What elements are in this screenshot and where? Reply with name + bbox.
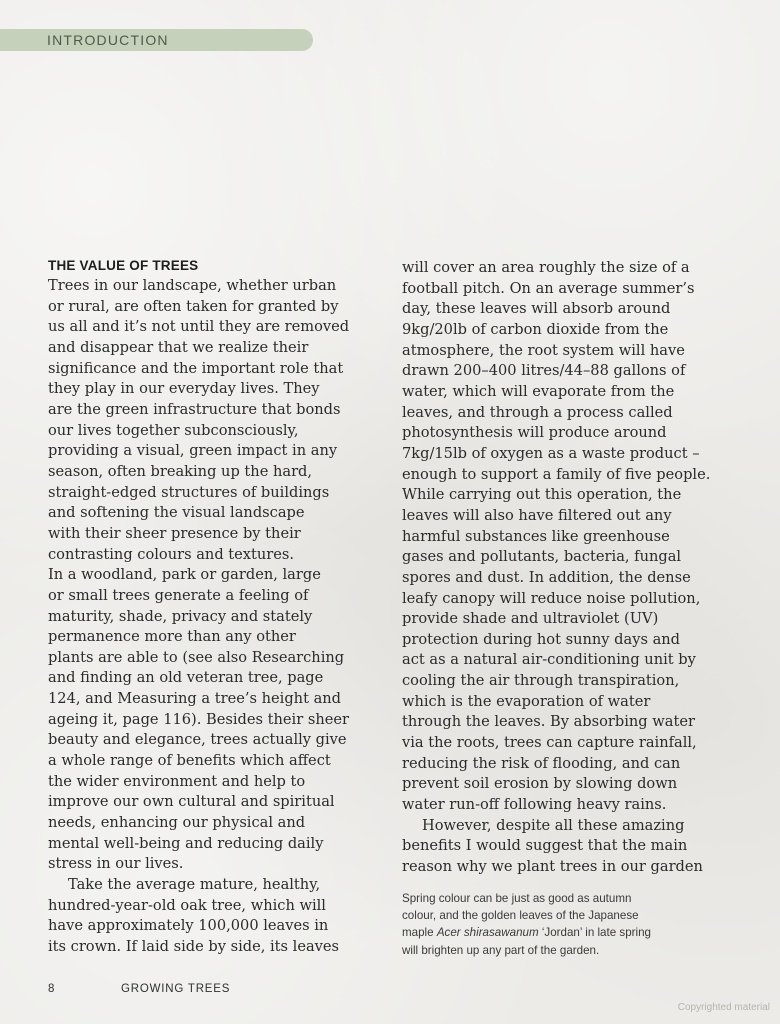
body-text-line: act as a natural air-conditioning unit by — [402, 651, 696, 669]
body-text-line: provide shade and ultraviolet (UV) — [402, 610, 659, 628]
caption-latin-name: Acer shirasawanum — [436, 926, 539, 940]
body-text-line: permanence more than any other — [48, 628, 296, 646]
section-label: INTRODUCTION — [47, 32, 169, 48]
running-title: GROWING TREES — [121, 983, 231, 995]
caption-line — [402, 924, 702, 941]
body-text-line: drawn 200–400 litres/44–88 gallons of — [402, 362, 686, 380]
body-text-line: protection during hot sunny days and — [402, 630, 681, 648]
body-text-line: improve our own cultural and spiritual — [48, 793, 335, 811]
body-text-line: reducing the risk of flooding, and can — [402, 754, 681, 772]
body-text-line: water run-off following heavy rains. — [402, 796, 667, 814]
body-text-line: reason why we plant trees in our garden — [402, 858, 703, 876]
body-text-line: straight-edged structures of buildings — [48, 483, 330, 501]
body-text-line: they play in our everyday lives. They — [48, 380, 320, 398]
body-text-line: its crown. If laid side by side, its leaves — [48, 938, 340, 955]
right-column — [402, 258, 711, 878]
body-text-line: In a woodland, park or garden, large — [48, 566, 321, 584]
body-text-line: leaves, and through a process called — [402, 403, 673, 421]
body-text-line: water, which will evaporate from the — [402, 382, 675, 400]
body-text-line: cooling the air through transpiration, — [402, 672, 680, 690]
body-text-line: day, these leaves will absorb around — [402, 300, 671, 318]
body-text-line: a whole range of benefits which affect — [48, 752, 331, 770]
caption-text: maple — [402, 926, 437, 940]
body-text-line: and softening the visual landscape — [48, 504, 305, 522]
body-text-line: hundred-year-old oak tree, which will — [48, 896, 326, 914]
body-text-line: with their sheer presence by their — [48, 524, 301, 542]
body-text-line: leaves will also have filtered out any — [402, 506, 672, 524]
body-text-line: Take the average mature, healthy, — [68, 876, 321, 894]
body-text-line: benefits I would suggest that the main — [402, 837, 688, 855]
body-text-line: plants are able to (see also Researching — [48, 648, 345, 666]
body-text-line: through the leaves. By absorbing water — [402, 713, 695, 731]
left-column — [48, 255, 350, 958]
body-text-line: enough to support a family of five people. — [402, 465, 711, 483]
body-text-line: atmosphere, the root system will have — [402, 341, 685, 359]
caption-line: colour, and the golden leaves of the Japanese — [402, 909, 639, 923]
body-text-line: 124, and Measuring a tree’s height and — [48, 690, 342, 708]
body-text-line: or small trees generate a feeling of — [48, 586, 309, 604]
left-column-text — [48, 276, 350, 958]
caption-text: ‘Jordan’ in late spring — [538, 926, 651, 940]
caption-line: Spring colour can be just as good as autumn — [402, 892, 632, 905]
body-text-line: and disappear that we realize their — [48, 338, 309, 356]
page-number: 8 — [48, 983, 56, 995]
right-column-text — [402, 258, 711, 878]
body-text-line: 7kg/15lb of oxygen as a waste product – — [402, 444, 700, 462]
body-text-line: 9kg/20lb of carbon dioxide from the — [402, 320, 669, 338]
body-text-line: harmful substances like greenhouse — [402, 527, 670, 545]
section-tab — [0, 29, 313, 51]
body-text-line: stress in our lives. — [48, 855, 184, 873]
body-text-line: needs, enhancing our physical and — [48, 814, 306, 832]
body-text-line: contrasting colours and textures. — [48, 545, 295, 563]
body-text-line: While carrying out this operation, the — [402, 486, 682, 504]
body-text-line: season, often breaking up the hard, — [48, 462, 313, 480]
body-text-line: spores and dust. In addition, the dense — [402, 568, 691, 586]
body-text-line: leafy canopy will reduce noise pollution, — [402, 589, 701, 607]
body-text-line: significance and the important role that — [48, 359, 344, 377]
copyright-watermark: Copyrighted material — [677, 1002, 770, 1013]
body-text-line: which is the evaporation of water — [402, 692, 651, 710]
body-text-line: maturity, shade, privacy and stately — [48, 607, 313, 625]
body-text-line: photosynthesis will produce around — [402, 424, 667, 442]
body-text-line: our lives together subconsciously, — [48, 421, 299, 439]
body-text-line: However, despite all these amazing — [422, 816, 685, 834]
body-text-line: the wider environment and help to — [48, 772, 306, 790]
body-text-line: us all and it’s not until they are removed — [48, 318, 350, 336]
body-text-line: beauty and elegance, trees actually give — [48, 731, 347, 749]
body-text-line: or rural, are often taken for granted by — [48, 297, 339, 315]
body-text-line: are the green infrastructure that bonds — [48, 400, 341, 418]
body-text-line: via the roots, trees can capture rainfall, — [402, 734, 697, 752]
body-text-line: Trees in our landscape, whether urban — [48, 277, 337, 294]
photo-caption — [402, 890, 702, 959]
body-text-line: football pitch. On an average summer’s — [402, 279, 695, 297]
caption-line: will brighten up any part of the garden. — [402, 943, 600, 957]
body-text-line: gases and pollutants, bacteria, fungal — [402, 548, 682, 566]
body-text-line: providing a visual, green impact in any — [48, 442, 338, 460]
body-text-line: and finding an old veteran tree, page — [48, 669, 324, 687]
section-heading: THE VALUE OF TREES — [48, 258, 199, 273]
body-text-line: will cover an area roughly the size of a — [402, 259, 690, 276]
body-text-line: mental well-being and reducing daily — [48, 834, 324, 852]
body-text-line: prevent soil erosion by slowing down — [402, 775, 678, 793]
body-text-line: ageing it, page 116). Besides their sheer — [48, 710, 349, 728]
body-text-line: have approximately 100,000 leaves in — [48, 917, 329, 935]
